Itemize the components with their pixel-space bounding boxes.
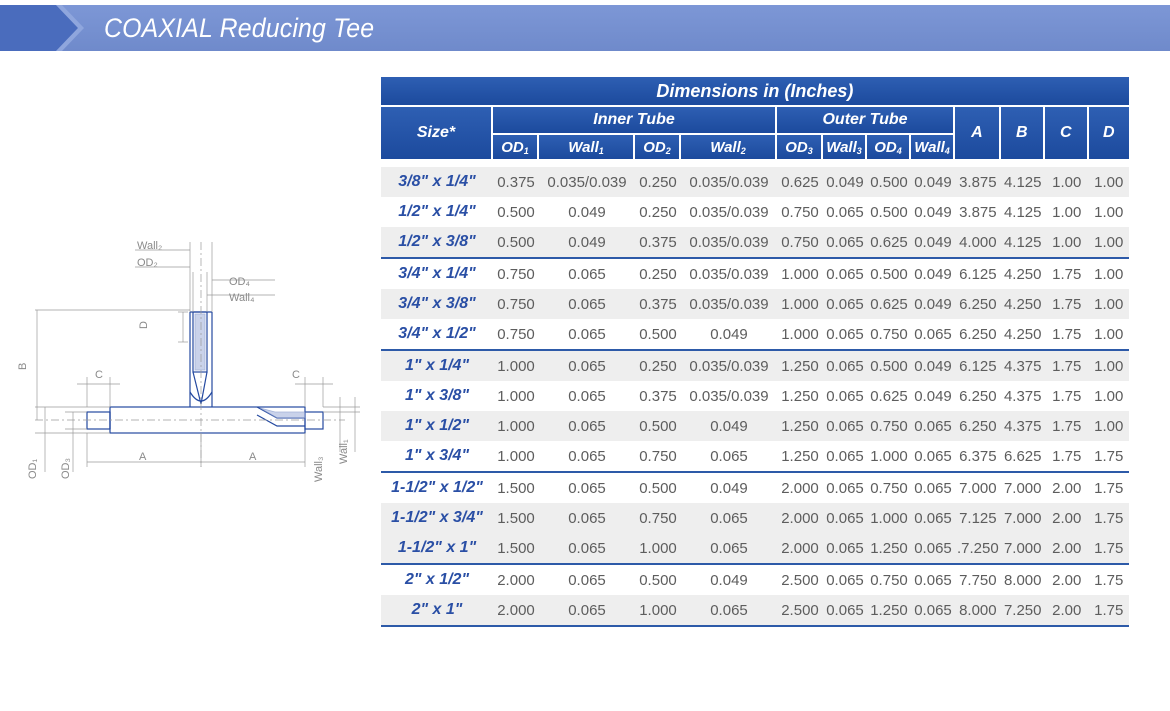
value-cell: 0.065 <box>681 503 777 533</box>
value-cell: 1.000 <box>635 595 681 627</box>
value-cell: 0.065 <box>823 503 867 533</box>
value-cell: 2.000 <box>777 533 823 565</box>
value-cell: 1.500 <box>493 533 539 565</box>
value-cell: 1.75 <box>1089 441 1129 473</box>
value-cell: 0.035/0.039 <box>689 265 769 283</box>
value-cell: 0.500 <box>635 319 681 351</box>
value-cell: 1.75 <box>1052 265 1082 283</box>
value-cell: 0.049 <box>539 227 635 259</box>
table-row <box>381 473 1129 503</box>
size-cell: 2" x 1/2" <box>404 571 470 588</box>
value-cell: 1.000 <box>867 503 911 533</box>
value-cell: 4.375 <box>1001 351 1045 381</box>
diagram-label-wall1: Wall₁ <box>338 439 350 464</box>
value-cell: 0.049 <box>914 203 952 221</box>
value-cell: 0.065 <box>568 387 606 405</box>
value-cell: 0.750 <box>493 319 539 351</box>
table-row <box>381 533 1129 565</box>
size-cell: 1" x 1/4" <box>381 351 493 381</box>
diagram-label-b: B <box>17 362 29 370</box>
value-cell: 1.75 <box>1089 533 1129 565</box>
size-cell: 3/4" x 1/4" <box>398 265 476 282</box>
value-cell: 1.75 <box>1052 387 1082 405</box>
value-cell: 1.00 <box>1094 387 1124 405</box>
od1-header: $OD_1$ <box>493 135 539 161</box>
value-cell: 2.00 <box>1045 533 1089 565</box>
value-cell: 1.00 <box>1089 319 1129 351</box>
value-cell: 0.065 <box>911 441 955 473</box>
value-cell: 1.250 <box>777 351 823 381</box>
value-cell: 0.035/0.039 <box>681 351 777 381</box>
value-cell: 0.625 <box>777 167 823 197</box>
value-cell: 0.049 <box>823 167 867 197</box>
value-cell: 1.000 <box>867 441 911 473</box>
value-cell: 7.000 <box>1001 533 1045 565</box>
value-cell: 3.875 <box>959 203 997 221</box>
chevron-arrow-icon <box>0 5 90 51</box>
value-cell: 0.500 <box>870 265 908 283</box>
value-cell: 1.000 <box>777 289 823 319</box>
value-cell: 0.049 <box>911 351 955 381</box>
value-cell: 0.375 <box>635 289 681 319</box>
value-cell: 0.065 <box>568 479 606 497</box>
value-cell: 1.75 <box>1045 289 1089 319</box>
value-cell: 1.00 <box>1089 289 1129 319</box>
od2-header: $OD_2$ <box>635 135 681 161</box>
diagram-label-wall2: Wall₂ <box>137 240 163 252</box>
value-cell: 0.500 <box>870 203 908 221</box>
col-d-header: D <box>1089 107 1129 161</box>
size-cell: 3/4" x 1/2" <box>381 319 493 351</box>
col-c-header: C <box>1045 107 1089 161</box>
table-row <box>381 259 1129 289</box>
value-cell: 0.500 <box>639 571 677 589</box>
value-cell: 1.00 <box>1052 203 1082 221</box>
value-cell: 0.049 <box>911 167 955 197</box>
value-cell: 0.065 <box>539 411 635 441</box>
value-cell: 2.00 <box>1045 503 1089 533</box>
dimensions-body <box>381 161 1129 627</box>
outer-tube-header: Outer Tube <box>777 107 955 135</box>
value-cell: 0.035/0.039 <box>681 227 777 259</box>
value-cell: 0.375 <box>635 227 681 259</box>
value-cell: 0.625 <box>867 289 911 319</box>
table-row <box>381 289 1129 319</box>
size-cell: 1" x 3/4" <box>381 441 493 473</box>
value-cell: 1.75 <box>1094 479 1124 497</box>
value-cell: 1.000 <box>781 265 819 283</box>
value-cell: 0.750 <box>867 319 911 351</box>
value-cell: 4.125 <box>1003 203 1042 221</box>
od3-header: $OD_3$ <box>777 135 823 161</box>
value-cell: 0.750 <box>867 411 911 441</box>
value-cell: 0.065 <box>826 571 864 589</box>
size-cell: 1-1/2" x 1" <box>381 533 493 565</box>
value-cell: 0.750 <box>870 571 908 589</box>
tee-diagram <box>15 232 365 492</box>
value-cell: 0.049 <box>914 387 952 405</box>
size-cell: 1-1/2" x 3/4" <box>381 503 493 533</box>
table-title: Dimensions in (Inches) <box>381 77 1129 107</box>
value-cell: 0.065 <box>681 533 777 565</box>
dimensions-table <box>381 77 1129 627</box>
value-cell: 0.049 <box>681 319 777 351</box>
value-cell: 0.065 <box>539 289 635 319</box>
value-cell: 0.750 <box>635 441 681 473</box>
value-cell: 1.75 <box>1094 571 1124 589</box>
value-cell: 0.500 <box>635 411 681 441</box>
value-cell: 2.000 <box>777 503 823 533</box>
value-cell: 4.250 <box>1001 319 1045 351</box>
value-cell: 1.00 <box>1094 203 1124 221</box>
value-cell: 0.049 <box>710 479 748 497</box>
value-cell: 1.500 <box>493 503 539 533</box>
table-row <box>381 381 1129 411</box>
diagram-label-wall4: Wall₄ <box>229 292 255 304</box>
size-cell: 1" x 3/8" <box>404 387 470 404</box>
value-cell: 0.065 <box>823 289 867 319</box>
value-cell: 1.000 <box>493 411 539 441</box>
table-row <box>381 595 1129 627</box>
value-cell: 0.065 <box>911 503 955 533</box>
value-cell: 0.049 <box>710 571 748 589</box>
value-cell: 0.065 <box>568 265 606 283</box>
value-cell: 6.250 <box>955 411 1001 441</box>
value-cell: 0.500 <box>867 167 911 197</box>
value-cell: 0.250 <box>639 203 677 221</box>
value-cell: 0.065 <box>911 319 955 351</box>
value-cell: 0.065 <box>823 533 867 565</box>
value-cell: 0.035/0.039 <box>681 167 777 197</box>
value-cell: 0.500 <box>639 479 677 497</box>
diagram-label-od4: OD₄ <box>229 276 250 288</box>
value-cell: 1.250 <box>781 387 819 405</box>
value-cell: 2.000 <box>493 595 539 627</box>
value-cell: 6.250 <box>955 319 1001 351</box>
value-cell: 6.125 <box>959 265 997 283</box>
inner-tube-header: Inner Tube <box>493 107 777 135</box>
value-cell: 4.375 <box>1003 387 1042 405</box>
value-cell: 3.875 <box>955 167 1001 197</box>
value-cell: 0.250 <box>635 351 681 381</box>
value-cell: 0.065 <box>823 595 867 627</box>
value-cell: 0.049 <box>681 411 777 441</box>
value-cell: 4.375 <box>1001 411 1045 441</box>
size-cell: 3/4" x 3/8" <box>381 289 493 319</box>
od4-header: $OD_4$ <box>867 135 911 161</box>
value-cell: 1.75 <box>1045 351 1089 381</box>
value-cell: 0.375 <box>639 387 677 405</box>
value-cell: 1.250 <box>777 441 823 473</box>
value-cell: 1.500 <box>497 479 535 497</box>
value-cell: 1.000 <box>493 441 539 473</box>
value-cell: 1.000 <box>635 533 681 565</box>
size-cell: 2" x 1" <box>381 595 493 627</box>
table-row <box>381 411 1129 441</box>
diagram-label-od3: OD₃ <box>60 458 72 479</box>
value-cell: 0.049 <box>911 227 955 259</box>
table-row <box>381 319 1129 351</box>
value-cell: 6.125 <box>955 351 1001 381</box>
value-cell: 2.00 <box>1052 479 1082 497</box>
value-cell: 0.065 <box>539 533 635 565</box>
value-cell: 0.035/0.039 <box>689 203 769 221</box>
value-cell: 1.250 <box>867 595 911 627</box>
value-cell: 2.500 <box>781 571 819 589</box>
value-cell: 0.375 <box>493 167 539 197</box>
value-cell: 0.049 <box>568 203 606 221</box>
value-cell: 1.00 <box>1089 411 1129 441</box>
value-cell: 1.75 <box>1045 441 1089 473</box>
table-row <box>381 351 1129 381</box>
wall1-header: Wall$_1$ <box>539 135 635 161</box>
table-row <box>381 565 1129 595</box>
value-cell: 7.250 <box>1001 595 1045 627</box>
value-cell: 4.125 <box>1001 167 1045 197</box>
value-cell: 1.00 <box>1089 351 1129 381</box>
value-cell: 4.250 <box>1001 289 1045 319</box>
value-cell: 0.065 <box>911 411 955 441</box>
value-cell: 0.065 <box>826 203 864 221</box>
value-cell: 0.625 <box>867 227 911 259</box>
value-cell: 1.250 <box>777 411 823 441</box>
table-row <box>381 441 1129 473</box>
value-cell: 7.125 <box>955 503 1001 533</box>
wall4-header: Wall$_4$ <box>911 135 955 161</box>
value-cell: 0.250 <box>639 265 677 283</box>
value-cell: .7.250 <box>955 533 1001 565</box>
diagram-label-d: D <box>138 321 150 329</box>
value-cell: 0.500 <box>493 227 539 259</box>
value-cell: 6.250 <box>955 289 1001 319</box>
value-cell: 2.00 <box>1045 595 1089 627</box>
diagram-label-c-right: C <box>292 369 300 381</box>
value-cell: 0.065 <box>823 319 867 351</box>
value-cell: 7.000 <box>1001 503 1045 533</box>
value-cell: 0.750 <box>497 265 535 283</box>
value-cell: 1.000 <box>493 351 539 381</box>
value-cell: 8.000 <box>955 595 1001 627</box>
value-cell: 2.000 <box>497 571 535 589</box>
value-cell: 7.000 <box>1003 479 1042 497</box>
table-row <box>381 227 1129 259</box>
value-cell: 7.750 <box>959 571 997 589</box>
size-cell: 1-1/2" x 1/2" <box>391 479 483 496</box>
value-cell: 0.065 <box>826 387 864 405</box>
value-cell: 0.035/0.039 <box>681 289 777 319</box>
table-row <box>381 503 1129 533</box>
page-title: COAXIAL Reducing Tee <box>104 13 375 43</box>
value-cell: 0.065 <box>823 411 867 441</box>
value-cell: 0.065 <box>911 595 955 627</box>
value-cell: 1.75 <box>1089 503 1129 533</box>
diagram-label-a-left: A <box>139 451 147 463</box>
value-cell: 0.625 <box>870 387 908 405</box>
value-cell: 1.00 <box>1094 265 1124 283</box>
value-cell: 0.065 <box>539 595 635 627</box>
value-cell: 0.049 <box>911 289 955 319</box>
value-cell: 2.00 <box>1052 571 1082 589</box>
value-cell: 0.035/0.039 <box>539 167 635 197</box>
value-cell: 0.750 <box>781 203 819 221</box>
value-cell: 0.065 <box>826 265 864 283</box>
wall3-header: Wall$_3$ <box>823 135 867 161</box>
value-cell: 0.065 <box>539 503 635 533</box>
value-cell: 0.500 <box>497 203 535 221</box>
value-cell: 4.000 <box>955 227 1001 259</box>
value-cell: 4.125 <box>1001 227 1045 259</box>
value-cell: 0.250 <box>635 167 681 197</box>
title-bar <box>0 5 1170 51</box>
size-cell: 1/2" x 1/4" <box>398 203 476 220</box>
table-row <box>381 167 1129 197</box>
value-cell: 0.065 <box>681 595 777 627</box>
value-cell: 4.250 <box>1003 265 1042 283</box>
value-cell: 6.625 <box>1001 441 1045 473</box>
size-cell: 1" x 1/2" <box>381 411 493 441</box>
value-cell: 7.000 <box>959 479 997 497</box>
diagram-label-c-left: C <box>95 369 103 381</box>
value-cell: 1.00 <box>1045 167 1089 197</box>
value-cell: 0.065 <box>539 441 635 473</box>
value-cell: 1.75 <box>1089 595 1129 627</box>
value-cell: 0.065 <box>823 227 867 259</box>
col-b-header: B <box>1001 107 1045 161</box>
value-cell: 0.065 <box>823 441 867 473</box>
value-cell: 6.250 <box>959 387 997 405</box>
value-cell: 0.065 <box>914 479 952 497</box>
size-cell: 1/2" x 3/8" <box>381 227 493 259</box>
diagram-label-od1: OD₁ <box>27 458 39 479</box>
value-cell: 6.375 <box>955 441 1001 473</box>
diagram-label-od2: OD₂ <box>137 257 158 269</box>
value-cell: 2.500 <box>777 595 823 627</box>
value-cell: 1.00 <box>1045 227 1089 259</box>
value-cell: 1.75 <box>1045 319 1089 351</box>
value-cell: 1.250 <box>867 533 911 565</box>
value-cell: 0.750 <box>635 503 681 533</box>
diagram-label-a-right: A <box>249 451 257 463</box>
value-cell: 1.00 <box>1089 227 1129 259</box>
value-cell: 0.750 <box>777 227 823 259</box>
value-cell: 0.750 <box>493 289 539 319</box>
table-row <box>381 197 1129 227</box>
size-header: Size* <box>381 107 493 161</box>
value-cell: 1.75 <box>1045 411 1089 441</box>
value-cell: 1.00 <box>1089 167 1129 197</box>
diagram-label-wall3: Wall₃ <box>313 456 325 482</box>
value-cell: 0.065 <box>539 319 635 351</box>
value-cell: 0.035/0.039 <box>689 387 769 405</box>
value-cell: 0.065 <box>823 351 867 381</box>
value-cell: 0.065 <box>681 441 777 473</box>
value-cell: 1.000 <box>777 319 823 351</box>
value-cell: 0.065 <box>826 479 864 497</box>
value-cell: 8.000 <box>1003 571 1042 589</box>
value-cell: 0.065 <box>914 571 952 589</box>
value-cell: 1.000 <box>497 387 535 405</box>
value-cell: 0.500 <box>867 351 911 381</box>
value-cell: 2.000 <box>781 479 819 497</box>
value-cell: 0.065 <box>568 571 606 589</box>
value-cell: 0.049 <box>914 265 952 283</box>
col-a-header: A <box>955 107 1001 161</box>
wall2-header: Wall$_2$ <box>681 135 777 161</box>
value-cell: 0.750 <box>870 479 908 497</box>
value-cell: 0.065 <box>539 351 635 381</box>
size-cell: 3/8" x 1/4" <box>381 167 493 197</box>
value-cell: 0.065 <box>911 533 955 565</box>
